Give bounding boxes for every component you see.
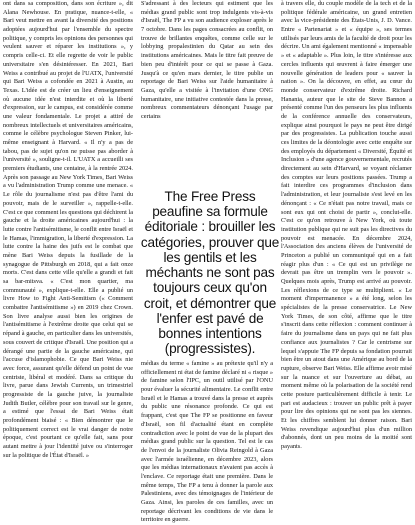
column-2-top	[141, 0, 273, 183]
article-column-3	[281, 0, 412, 483]
column-2-bottom	[141, 360, 273, 524]
column-2-top-text: S'adressant à des lecteurs qui estiment que les médias grand public sont trop indulgents vis-à-vis d'Israël, The FP a vu son audience exploser après le 7 octobre. Dans les pages consacrées au conflit, on trouve de brillantes enquêtes, comme celle sur le lobbying propalestinien du Qatar au sein des institutions américaines. Mais le titre fait preuve de bien peu d'intérêt pour ce qui se passe à Gaza. Jusqu'à ce qu'en mars dernier, le titre publie un reportage de Bari Weiss sur l'aide humanitaire à Gaza, qu'elle a visitée à l'invitation d'une ONG humanitaire, une initiative contestée dans la presse, nombreux commentateurs dénonçant l'usage par certains	[141, 0, 273, 120]
column-2-bottom-text: médias du terme « famine » au prétexte qu'il n'y a officiellement ni état de famine déclaré ni « risque » de famine selon l'IPC, un outil utilisé par l'ONU pour évaluer la sécurité alimentaire. Le conflit entre Israël et le Hamas a trouvé dans la presse et auprès du public une résonance profonde. Ce qui est frappant, c'est que The FP se positionne en faveur d'Israël, son fil d'actualité étant en complète contradiction avec le point de vue de la plupart des médias grand public sur la question. Tel est le cas de l'envoi de la journaliste Olivia Reingold à Gaza avec l'armée israélienne, en décembre 2023, alors que les médias internationaux n'avaient pas accès à l'enclave. Ce reportage était une première. Dans le même temps, The FP a tenu à donner la parole aux Palestiniens, avec des témoignages de l'intérieur de Gaza. Ainsi, les paroles de ces familles, avec un reportage décrivant les conditions de vie dans le territoire en guerre.	[141, 360, 273, 524]
article-column-1	[3, 0, 133, 483]
column-1-text: ont dans sa composition, dans son écriture », dit Alana Newhouse. En pratique, nuance-t-elle, « Bari veut mettre en avant la diversité des positions adoptées aujourd'hui par l'ensemble du spectre politique, y compris les opinions des personnes qui veulent sauver et réparer les institutions », y compris celle-ci. Et elle regrette de voir le public universitaire s'en désintéresser. En 2021, Bari Weiss a contribué au projet de l'UATX, l'université qui Bari Weiss a cofondée en 2021 à Austin, au Texas. L'idée est de créer un lieu d'enseignement où aucune idée n'est interdite et où la liberté d'expression, sur le campus, est considérée comme une valeur fondamentale. Le projet a attiré de nombreux intellectuels et universitaires américains, comme le célèbre psychologue Steven Pinker, lui-même enseignant à Harvard. « Il n'y a pas de tabou, pas de sujet qu'on ne puisse pas aborder à l'université », souligne-t-il. L'UATX a accueilli ses premiers étudiants, une centaine, à la rentrée 2024. Après son passage au New York Times, Bari Weiss a vu l'administration Trump comme une menace. « Le rôle du journalisme n'est pas d'être l'ami du pouvoir, mais de le surveiller », rappelle-t-elle. C'est ce que comment les questions qui déchirent la gauche et la droite américaines aujourd'hui : la lutte contre l'antisémitisme, le conflit entre Israël et le Hamas, l'immigration, la liberté d'expression. La lutte contre la haine des juifs est le combat que mène Bari Weiss depuis la fusillade de la synagogue de Pittsburgh en 2018, qui a fait onze morts. C'est dans cette ville qu'elle a grandi et fait sa bar-mitsva. « C'est mon quartier, ma communauté », explique-t-elle. Elle a publié un livre How to Fight Anti-Semitism (« Comment combattre l'antisémitisme ») en 2019 chez Crown. Son livre analyse aussi bien les origines de l'antisémitisme à l'extrême droite que celui qui se répand à gauche, en particulier dans les universités, sous couvert de critique d'Israël. Une position qui a dérangé une partie de la gauche américaine, qui l'accuse d'islamophobie. Ce que Bari Weiss nie avec force, assurant qu'elle défend un point de vue centriste, libéral et modéré. Dans sa critique du livre, parue dans Jewish Currents, un trimestriel progressiste de la gauche juive, la journaliste Judith Butler, célèbre pour son travail sur le genre, a estimé que l'essai de Bari Weiss était profondément biaisé : « Bien démontrer que le politiquement correct est le vrai danger de notre époque, c'est pourtant ce qu'elle fait, sans pour autant mettre à jour l'identité juive ou s'interroger sur la politique de l'État d'Israël. »	[3, 0, 133, 459]
pull-quote: The Free Press peaufine sa formule éditoriale : brouiller les catégories, prouver que les gentils et les méchants ne sont pas toujours ceux qu'on croit, et démontrer que l'enfer est pavé de bonnes intentions (progressistes).	[140, 189, 280, 357]
column-3-text: à travers elle, du couple modèle de la tech et de la politique fédérale américaine, un grand entretien avec la vice-présidente des États-Unis, J. D. Vance. Entre « Partenariat » et « équipe », ses termes utilisés par leurs amis de la faculté de droit pour les décrire. Un ami également mentionné « impensable » et « adaptable ». Plus loin, le titre s'intéresse aux cercles influents qui œuvrent à faire émerger une nouvelle génération de leaders pour « sauver la nation ». On la découvre, en effet, au cœur du monde conservateur d'extrême droite. Richard Hanania, auteur que le site de Steve Bannon a présenté comme l'un des penseurs les plus influents de la conférence annuelle des conservateurs, explique ainsi pourquoi le pays ne peut être dirigé par des progressistes. La publication touche aussi ces limites de la déontologie avec cette enquête sur des employés du département « Diversité, Équité et Inclusion » d'une agence gouvernementale, recrutés directement au sein d'Harvard, se voyant réclamer des comptes sur leurs positions passées. Trump a fait interdire ces programmes d'inclusion dans l'administration, et leur journaliste s'est levé en les dénonçant : « Ce n'était pas notre travail, mais ce sont eux qui ont choisi de partir », conclut-elle. C'est ce qu'on retrouve à New York, où toute institution publique qui ne suit pas les directives du pouvoir est menacée. En décembre 2024, l'Association des anciens élèves de l'université de Princeton a publié un communiqué qui en a fait réagir plus d'un : « Ce qui est un privilège ne devrait pas être un tremplin vers le pouvoir ». Quelques mois après, Trump est arrivé au pouvoir. Les réflexions de ce type se multiplient. « Le moment d'impermanence » a été long, selon les spécialistes de la presse conservatrice. Le New York Times, de son côté, affirme que le titre s'inscrit dans cette réflexion : comment continuer à faire du journalisme dans un pays qui ne fait plus confiance aux journalistes ? Car le centrisme sur lequel s'appuie The FP depuis sa fondation pourrait bien être un atout dans une Amérique au bord de la rupture, observe Bari Weiss. Elle affirme avoir misé sur la nuance et sur l'ouverture au débat, au moment même où la polarisation de la société rend cette posture particulièrement difficile à tenir. Le pari est audacieux : trouver un public prêt à payer pour lire des opinions qui ne sont pas les siennes. Et les chiffres semblent lui donner raison. Bari Weiss revendique aujourd'hui plus d'un million d'abonnés, dont un peu moins de la moitié sont payants.	[281, 0, 412, 451]
